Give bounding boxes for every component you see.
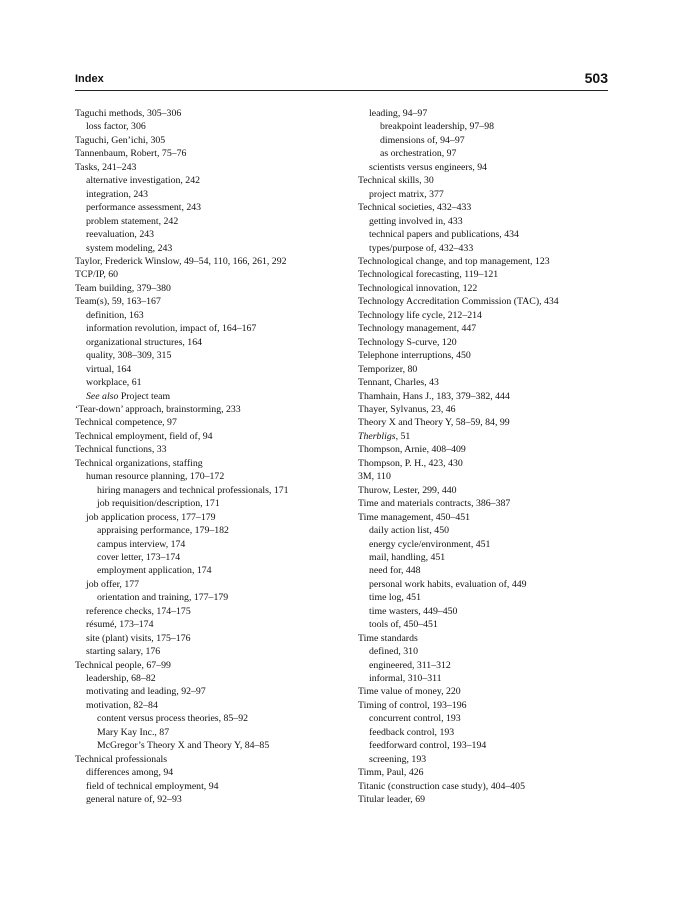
index-entry (75, 484, 345, 497)
index-entry-text: Titular leader, 69 (358, 794, 425, 806)
index-entry-text: loss factor, 306 (86, 121, 146, 133)
index-entry-text: types/purpose of, 432–433 (369, 242, 474, 254)
index-entry (75, 712, 345, 725)
index-entry (75, 632, 345, 645)
index-entry-text: McGregor’s Theory X and Theory Y, 84–85 (97, 740, 270, 752)
index-entry (358, 618, 628, 631)
index-entry (358, 295, 628, 308)
index-entry-text: reference checks, 174–175 (86, 605, 191, 617)
index-entry (75, 511, 345, 524)
index-entry-text: motivation, 82–84 (86, 699, 158, 711)
index-entry (358, 793, 628, 806)
index-entry (75, 591, 345, 604)
index-entry (75, 780, 345, 793)
index-entry-text: Technical competence, 97 (75, 417, 177, 429)
index-entry (75, 551, 345, 564)
index-entry-text: Thurow, Lester, 299, 440 (358, 484, 457, 496)
index-entry (358, 147, 628, 160)
index-column-left (75, 107, 345, 807)
index-entry (75, 578, 345, 591)
index-entry-text: performance assessment, 243 (86, 202, 202, 214)
index-entry-text: Technological forecasting, 119–121 (358, 269, 499, 281)
index-entry-text: job application process, 177–179 (86, 511, 216, 523)
index-entry-text: Taylor, Frederick Winslow, 49–54, 110, 166, 261, 292 (75, 255, 287, 267)
index-entry-text: résumé, 173–174 (86, 619, 154, 631)
index-entry (358, 430, 628, 443)
index-entry (75, 363, 345, 376)
index-entry-text: Technology Accreditation Commission (TAC), 434 (358, 296, 559, 308)
index-entry-italic: See also (86, 390, 119, 402)
index-entry (358, 403, 628, 416)
index-entry-text: Taguchi, Gen’ichi, 305 (75, 134, 166, 146)
index-entry (358, 753, 628, 766)
index-entry-text: Telephone interruptions, 450 (358, 350, 471, 362)
index-entry (75, 376, 345, 389)
index-entry-text: personal work habits, evaluation of, 449 (369, 578, 527, 590)
index-entry-text: informal, 310–311 (369, 673, 442, 685)
index-entry-text: tools of, 450–451 (369, 619, 438, 631)
index-entry-text: Thompson, P. H., 423, 430 (358, 457, 463, 469)
index-entry (358, 672, 628, 685)
index-entry (358, 309, 628, 322)
index-entry (358, 739, 628, 752)
index-entry-text: reevaluation, 243 (86, 229, 155, 241)
index-entry (75, 242, 345, 255)
index-entry (358, 268, 628, 281)
index-entry-text: Timing of control, 193–196 (358, 699, 467, 711)
index-entry (358, 497, 628, 510)
index-entry (358, 188, 628, 201)
index-entry (358, 120, 628, 133)
index-entry (358, 538, 628, 551)
index-entry (75, 766, 345, 779)
index-entry (358, 242, 628, 255)
index-entry (75, 390, 345, 403)
index-entry (75, 443, 345, 456)
index-entry (75, 605, 345, 618)
index-entry (75, 672, 345, 685)
index-entry-text: Thamhain, Hans J., 183, 379–382, 444 (358, 390, 510, 402)
index-entry (358, 564, 628, 577)
page-number: 503 (584, 70, 608, 86)
index-entry (75, 403, 345, 416)
index-entry-text: Taguchi methods, 305–306 (75, 108, 182, 119)
index-entry (358, 645, 628, 658)
index-entry (358, 726, 628, 739)
index-entry (75, 699, 345, 712)
index-entry-text: time wasters, 449–450 (369, 605, 458, 617)
index-entry-text: Technical professionals (75, 753, 168, 765)
index-entry (75, 120, 345, 133)
index-entry (75, 282, 345, 295)
index-entry-text: alternative investigation, 242 (86, 175, 200, 187)
index-entry-text: Time and materials contracts, 386–387 (358, 498, 511, 510)
index-entry-text: Project team (118, 390, 171, 402)
index-entry (75, 215, 345, 228)
index-entry-text: content versus process theories, 85–92 (97, 713, 249, 725)
index-entry (358, 255, 628, 268)
index-entry (358, 282, 628, 295)
index-entry-text: Time value of money, 220 (358, 686, 461, 698)
index-entry-text: site (plant) visits, 175–176 (86, 632, 191, 644)
index-entry-text: quality, 308–309, 315 (86, 350, 172, 362)
index-entry (75, 753, 345, 766)
index-entry-text: employment application, 174 (97, 565, 212, 577)
index-entry-text: starting salary, 176 (86, 646, 161, 658)
index-entry-text: Team(s), 59, 163–167 (75, 296, 161, 308)
index-entry (358, 349, 628, 362)
index-entry-text: differences among, 94 (86, 767, 174, 779)
index-entry (75, 430, 345, 443)
index-entry-text: orientation and training, 177–179 (97, 592, 229, 604)
index-entry (75, 201, 345, 214)
index-entry-text: Mary Kay Inc., 87 (97, 726, 170, 738)
index-entry (358, 484, 628, 497)
index-entry (75, 309, 345, 322)
index-entry-text: cover letter, 173–174 (97, 551, 181, 563)
page-header (75, 72, 608, 91)
index-entry (358, 457, 628, 470)
index-entry (358, 228, 628, 241)
index-entry-text: appraising performance, 179–182 (97, 525, 229, 537)
index-entry-text: defined, 310 (369, 646, 418, 658)
index-entry-text: Technological innovation, 122 (358, 282, 478, 294)
index-entry-text: Technical organizations, staffing (75, 457, 203, 469)
index-entry (358, 524, 628, 537)
index-entry (358, 134, 628, 147)
index-entry (358, 551, 628, 564)
index-entry (358, 201, 628, 214)
index-entry (358, 174, 628, 187)
index-entry-text: daily action list, 450 (369, 525, 449, 537)
index-entry (75, 228, 345, 241)
index-entry-text: virtual, 164 (86, 363, 132, 375)
index-entry-text: Titanic (construction case study), 404–405 (358, 780, 525, 792)
index-entry (75, 470, 345, 483)
index-entry (358, 605, 628, 618)
index-entry-text: Technical societies, 432–433 (358, 202, 472, 214)
index-entry (75, 295, 345, 308)
index-entry (358, 511, 628, 524)
index-entry-text: leading, 94–97 (369, 108, 428, 119)
index-entry (75, 416, 345, 429)
index-entry (358, 416, 628, 429)
index-entry-text: system modeling, 243 (86, 242, 173, 254)
index-entry (358, 161, 628, 174)
index-entry (75, 161, 345, 174)
index-entry (75, 793, 345, 806)
index-entry-text: mail, handling, 451 (369, 551, 446, 563)
index-entry (75, 336, 345, 349)
index-entry-text: Theory X and Theory Y, 58–59, 84, 99 (358, 417, 510, 429)
index-entry-text: need for, 448 (369, 565, 421, 577)
index-entry-text: field of technical employment, 94 (86, 780, 219, 792)
index-entry-text: screening, 193 (369, 753, 427, 765)
index-entry (75, 255, 345, 268)
index-entry (358, 780, 628, 793)
index-entry-text: feedforward control, 193–194 (369, 740, 487, 752)
index-entry-text: dimensions of, 94–97 (380, 134, 465, 146)
index-entry-text: Technology life cycle, 212–214 (358, 309, 482, 321)
index-entry (358, 336, 628, 349)
index-entry-text: leadership, 68–82 (86, 673, 156, 685)
index-entry-text: campus interview, 174 (97, 538, 186, 550)
index-entry (358, 699, 628, 712)
index-entry-text: job requisition/description, 171 (97, 498, 220, 510)
index-entry (358, 766, 628, 779)
index-entry-text: Technology management, 447 (358, 323, 477, 335)
index-entry (75, 134, 345, 147)
index-entry-text: information revolution, impact of, 164–167 (86, 323, 257, 335)
index-entry (358, 363, 628, 376)
index-entry-text: integration, 243 (86, 188, 149, 200)
index-entry (358, 322, 628, 335)
index-entry-text: job offer, 177 (86, 578, 140, 590)
index-entry-text: Time management, 450–451 (358, 511, 471, 523)
index-entry (358, 470, 628, 483)
index-entry-text: Technological change, and top management, 123 (358, 255, 550, 267)
index-entry (75, 685, 345, 698)
index-entry-text: Time standards (358, 632, 418, 644)
index-entry (75, 349, 345, 362)
index-entry-text: concurrent control, 193 (369, 713, 461, 725)
index-entry-text: technical papers and publications, 434 (369, 229, 519, 241)
index-entry-text: Timm, Paul, 426 (358, 767, 424, 779)
index-entry-text: organizational structures, 164 (86, 336, 202, 348)
index-entry-text: problem statement, 242 (86, 215, 179, 227)
index-entry (75, 497, 345, 510)
index-entry-text: , 51 (395, 430, 411, 442)
index-entry (75, 739, 345, 752)
index-entry (75, 188, 345, 201)
index-entry (75, 538, 345, 551)
index-entry-text: Technology S-curve, 120 (358, 336, 457, 348)
index-entry-text: Technical skills, 30 (358, 175, 434, 187)
index-entry (358, 376, 628, 389)
index-entry (358, 685, 628, 698)
index-entry (358, 215, 628, 228)
index-entry (358, 578, 628, 591)
index-entry-text: Tennant, Charles, 43 (358, 377, 439, 389)
index-entry (75, 659, 345, 672)
index-entry-text: feedback control, 193 (369, 726, 455, 738)
index-entry (75, 726, 345, 739)
index-entry-text: energy cycle/environment, 451 (369, 538, 491, 550)
index-entry-text: ‘Tear-down’ approach, brainstorming, 233 (75, 403, 241, 415)
index-entry (75, 322, 345, 335)
index-entry-text: engineered, 311–312 (369, 659, 451, 671)
index-entry-text: breakpoint leadership, 97–98 (380, 121, 494, 133)
index-entry-text: Tannenbaum, Robert, 75–76 (75, 148, 187, 160)
running-head-title: Index (75, 73, 104, 85)
index-entry-text: Tasks, 241–243 (75, 161, 137, 173)
index-entry-text: Technical people, 67–99 (75, 659, 171, 671)
index-entry (358, 659, 628, 672)
index-entry-text: Technical functions, 33 (75, 444, 167, 456)
index-entry (75, 524, 345, 537)
index-entry-text: scientists versus engineers, 94 (369, 161, 488, 173)
index-entry-text: Team building, 379–380 (75, 282, 171, 294)
index-entry-text: time log, 451 (369, 592, 421, 604)
index-entry (75, 564, 345, 577)
index-entry (75, 618, 345, 631)
index-entry-text: getting involved in, 433 (369, 215, 463, 227)
index-entry (75, 268, 345, 281)
index-entry-text: workplace, 61 (86, 377, 142, 389)
index-entry-text: Thompson, Arnie, 408–409 (358, 444, 466, 456)
index-entry (358, 632, 628, 645)
index-entry-text: project matrix, 377 (369, 188, 444, 200)
index-entry-text: motivating and leading, 92–97 (86, 686, 206, 698)
index-entry (358, 591, 628, 604)
index-entry-text: hiring managers and technical professionals, 171 (97, 484, 289, 496)
index-entry-text: as orchestration, 97 (380, 148, 457, 160)
index-entry-text: human resource planning, 170–172 (86, 471, 225, 483)
index-entry (358, 107, 628, 120)
index-entry (358, 390, 628, 403)
index-column-right (358, 107, 628, 807)
index-entry-text: Temporizer, 80 (358, 363, 418, 375)
index-entry (75, 174, 345, 187)
index-entry-text: Thayer, Sylvanus, 23, 46 (358, 403, 456, 415)
index-entry-text: 3M, 110 (358, 471, 391, 483)
index-entry (75, 457, 345, 470)
index-entry-italic: Therbligs (358, 430, 396, 442)
index-entry-text: TCP/IP, 60 (75, 269, 119, 281)
index-entry (75, 645, 345, 658)
index-entry-text: general nature of, 92–93 (86, 794, 182, 806)
index-entry-text: Technical employment, field of, 94 (75, 430, 213, 442)
index-entry (358, 712, 628, 725)
index-entry (75, 107, 345, 120)
index-entry (75, 147, 345, 160)
index-entry-text: definition, 163 (86, 309, 144, 321)
index-entry (358, 443, 628, 456)
